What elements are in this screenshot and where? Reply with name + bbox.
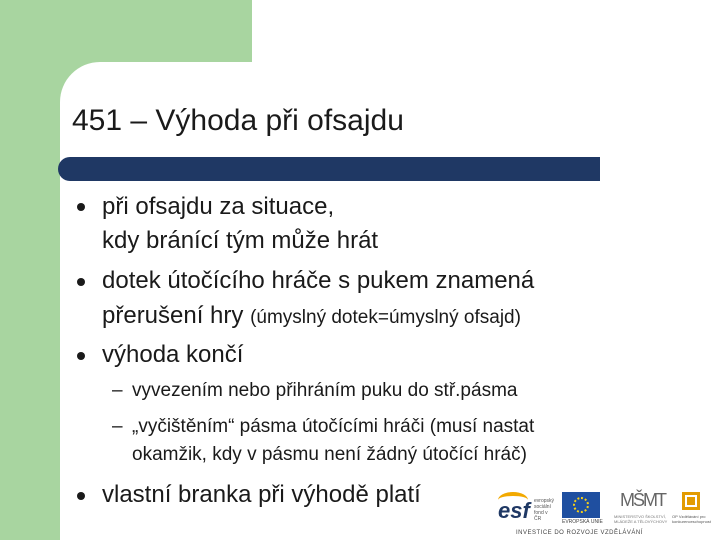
bullet-4-line-1: vlastní branka při výhodě platí [102, 481, 421, 508]
bullet-1-line-1: při ofsajdu za situace, [102, 193, 335, 220]
opvk-inner-square-icon [687, 497, 695, 505]
eu-stars-icon [573, 497, 589, 513]
bullet-1-line-2: kdy bránící tým může hrát [102, 227, 379, 254]
sub-bullet-2-line-2: okamžik, kdy v pásmu není žádný útočící hráč) [132, 444, 527, 465]
esf-logo-subtext [534, 498, 556, 522]
eu-flag-icon [562, 492, 600, 518]
sub-bullet-1-line-1: vyvezením nebo přihráním puku do stř.pásma [132, 380, 518, 401]
funding-logos [496, 488, 720, 540]
bullet-dot [77, 352, 85, 360]
msmt-logo-text: MINISTERSTVO ŠKOLSTVÍ, MLÁDEŽE A TĚLOVÝCHOVY [614, 514, 668, 524]
bullet-2-line-1: dotek útočícího hráče s pukem znamená [102, 267, 535, 294]
esf-logo [498, 492, 556, 528]
bullet-2-note: (úmyslný dotek=úmyslný ofsajd) [250, 307, 521, 328]
esf-logo-text: esf [498, 498, 530, 523]
sub-bullet-dash: – [112, 380, 123, 401]
esf-sub-line: evropský [534, 498, 555, 504]
esf-sub-line: fond v ČR [534, 510, 548, 522]
bullet-dot [77, 278, 85, 286]
bullet-dot [77, 203, 85, 211]
bullet-2-line-2-text: přerušení hry [102, 302, 244, 329]
sub-bullet-2-line-1: „vyčištěním“ pásma útočícími hráči (musí nastat [132, 416, 535, 437]
esf-sub-line: sociální [534, 504, 551, 510]
msmt-emblem-icon: MŠMT [620, 490, 665, 510]
eu-logo-text: EVROPSKÁ UNIE [562, 519, 603, 525]
opvk-logo [672, 492, 716, 528]
title-underline-bar [58, 157, 600, 181]
bullet-3-line-1: výhoda končí [102, 341, 244, 368]
msmt-logo [614, 490, 672, 528]
logos-footer-text: INVESTICE DO ROZVOJE VZDĚLÁVÁNÍ [516, 530, 643, 536]
slide-title: 451 – Výhoda při ofsajdu [72, 104, 404, 137]
bullet-dot [77, 492, 85, 500]
bullet-2-line-2 [102, 302, 521, 330]
sub-bullet-dash: – [112, 416, 123, 437]
opvk-logo-text: OP Vzdělávání pro konkurenceschopnost [672, 514, 711, 524]
